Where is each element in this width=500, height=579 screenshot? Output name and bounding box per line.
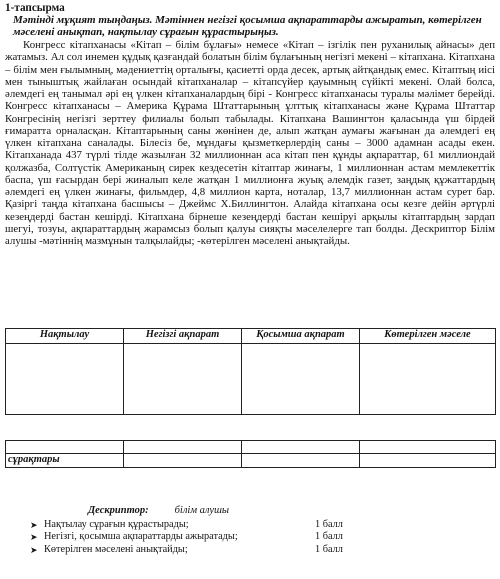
criteria-item: [30, 544, 390, 556]
questions-cell[interactable]: [124, 454, 242, 468]
questions-top-cell[interactable]: [360, 441, 496, 454]
reading-paragraph: Конгресс кітапханасы «Кітап – білім бұлағы» немесе «Кітап – ізгілік пен руханилық айнасы» деп жатамыз. Ал сол инемен құдық қазғандай болатын білім бұлағының негізгі мекені – кітапхана. Кітапхана – білім мен ғылымның, мәдениеттің орталығы, қасиетті орда десек, артық айтқандық емес. Кітаптың иісі мен тыныштық жайлаған осындай кітапханалар – кітапсүйер қауымның сүйікті мекені. Олай болса, әлемдегі ең танымал әрі ең үлкен кітапханалардың бірі - Конгресс кітапханасы туралы мәлімет берейді. Конгресс кітапханасы – Америка Құрама Штаттарының ұлттық кітапханасы және Құрама Штаттар Конгресінің негізгі зерттеу филиалы болып табылады. Кітапхана Вашингтон қаласында үш бірдей ғимаратта орналасқан. Кітаптарының саны жөнінен де, алып жатқан аумағы жағынан да әлемдегі ең үлкен кітапхана саналады. Білесіз бе, мұндағы қызметкерлердің саны – 3000 адамнан асады екен. Кітапханада 437 түрлі тілде жазылған 32 миллионнан аса кітап пен құнды ақпараттар, 61 миллиондай қолжазба, Солтүстік Американың сирек кездесетін кітаптар жинағы, 1 миллионнан астам мемлекеттік баспа, үш ғасырдан бері жиналып келе жатқан 1 миллионға жуық әлемдік газет, заңдық құжаттардың әлемдегі ең үлкен жинағы, фильмдер, 4,8 миллион карта, ноталар, 13,7 миллионнан астам сурет бар. Қазіргі таңда кітапхана басшысы – Джеймс Х.Биллингтон. Алайда кітапхана осы кезге дейін әртүрлі кезеңдерді бастан кешірді. Кітапхана бірнеше кезеңдерді бастан кешіруі арқылы кітаптардың зардап шегуі, тозуы, ақпараттардың жарамсыз болып қалуы сияқты мәселелерге тап болды. Дескриптор Білім алушы -мәтіннің мазмұнын талқылайды; -көтерілген мәселені анықтайды.: [5, 39, 495, 247]
header-clarifying: Нақтылау: [6, 329, 124, 344]
answer-row: [6, 344, 496, 415]
criteria-list: [30, 519, 390, 556]
answer-cell-raised-issue[interactable]: [360, 344, 496, 415]
descriptor-heading: [88, 505, 229, 516]
arrow-bullet-icon: ➤: [30, 520, 38, 530]
answer-cell-main-info[interactable]: [124, 344, 242, 415]
criteria-item: [30, 519, 390, 531]
task-title: 1-тапсырма: [5, 2, 65, 14]
criteria-points: 1 балл: [315, 519, 343, 530]
descriptor-label: Дескриптор:: [88, 505, 149, 516]
answer-table: [5, 328, 496, 415]
criteria-text: Негізгі, қосымша ақпараттарды ажыратады;: [44, 531, 238, 543]
questions-table: [5, 440, 496, 468]
questions-top-cell[interactable]: [242, 441, 360, 454]
criteria-text: Көтерілген мәселені анықтайды;: [44, 543, 188, 555]
questions-cell[interactable]: [360, 454, 496, 468]
answer-cell-clarifying[interactable]: [6, 344, 124, 415]
header-main-info: Негізгі ақпарат: [124, 329, 242, 344]
reading-text: [5, 39, 495, 247]
header-additional-info: Қосымша ақпарат: [242, 329, 360, 344]
answer-table-header: [6, 329, 496, 344]
answer-cell-additional-info[interactable]: [242, 344, 360, 415]
task-instruction: Мәтінді мұқият тыңдаңыз. Мәтіннен негізгі қосымша ақпараттарды ажыратып, көтерілген мәселені анықтап, нақтылау сұрағын құрастырыңыз.: [13, 14, 482, 39]
questions-cell[interactable]: [242, 454, 360, 468]
questions-top-row: [6, 441, 496, 454]
criteria-points: 1 балл: [315, 543, 343, 555]
criteria-points: 1 балл: [315, 531, 343, 543]
arrow-bullet-icon: ➤: [30, 532, 38, 543]
questions-label: сұрақтары: [6, 454, 124, 468]
arrow-bullet-icon: ➤: [30, 544, 38, 555]
criteria-item: [30, 531, 390, 543]
questions-row: [6, 454, 496, 468]
header-raised-issue: Көтерілген мәселе: [360, 329, 496, 344]
descriptor-who: білім алушы: [174, 505, 230, 516]
criteria-text: Нақтылау сұрағын құрастырады;: [44, 519, 189, 530]
questions-top-cell[interactable]: [124, 441, 242, 454]
questions-top-cell[interactable]: [6, 441, 124, 454]
